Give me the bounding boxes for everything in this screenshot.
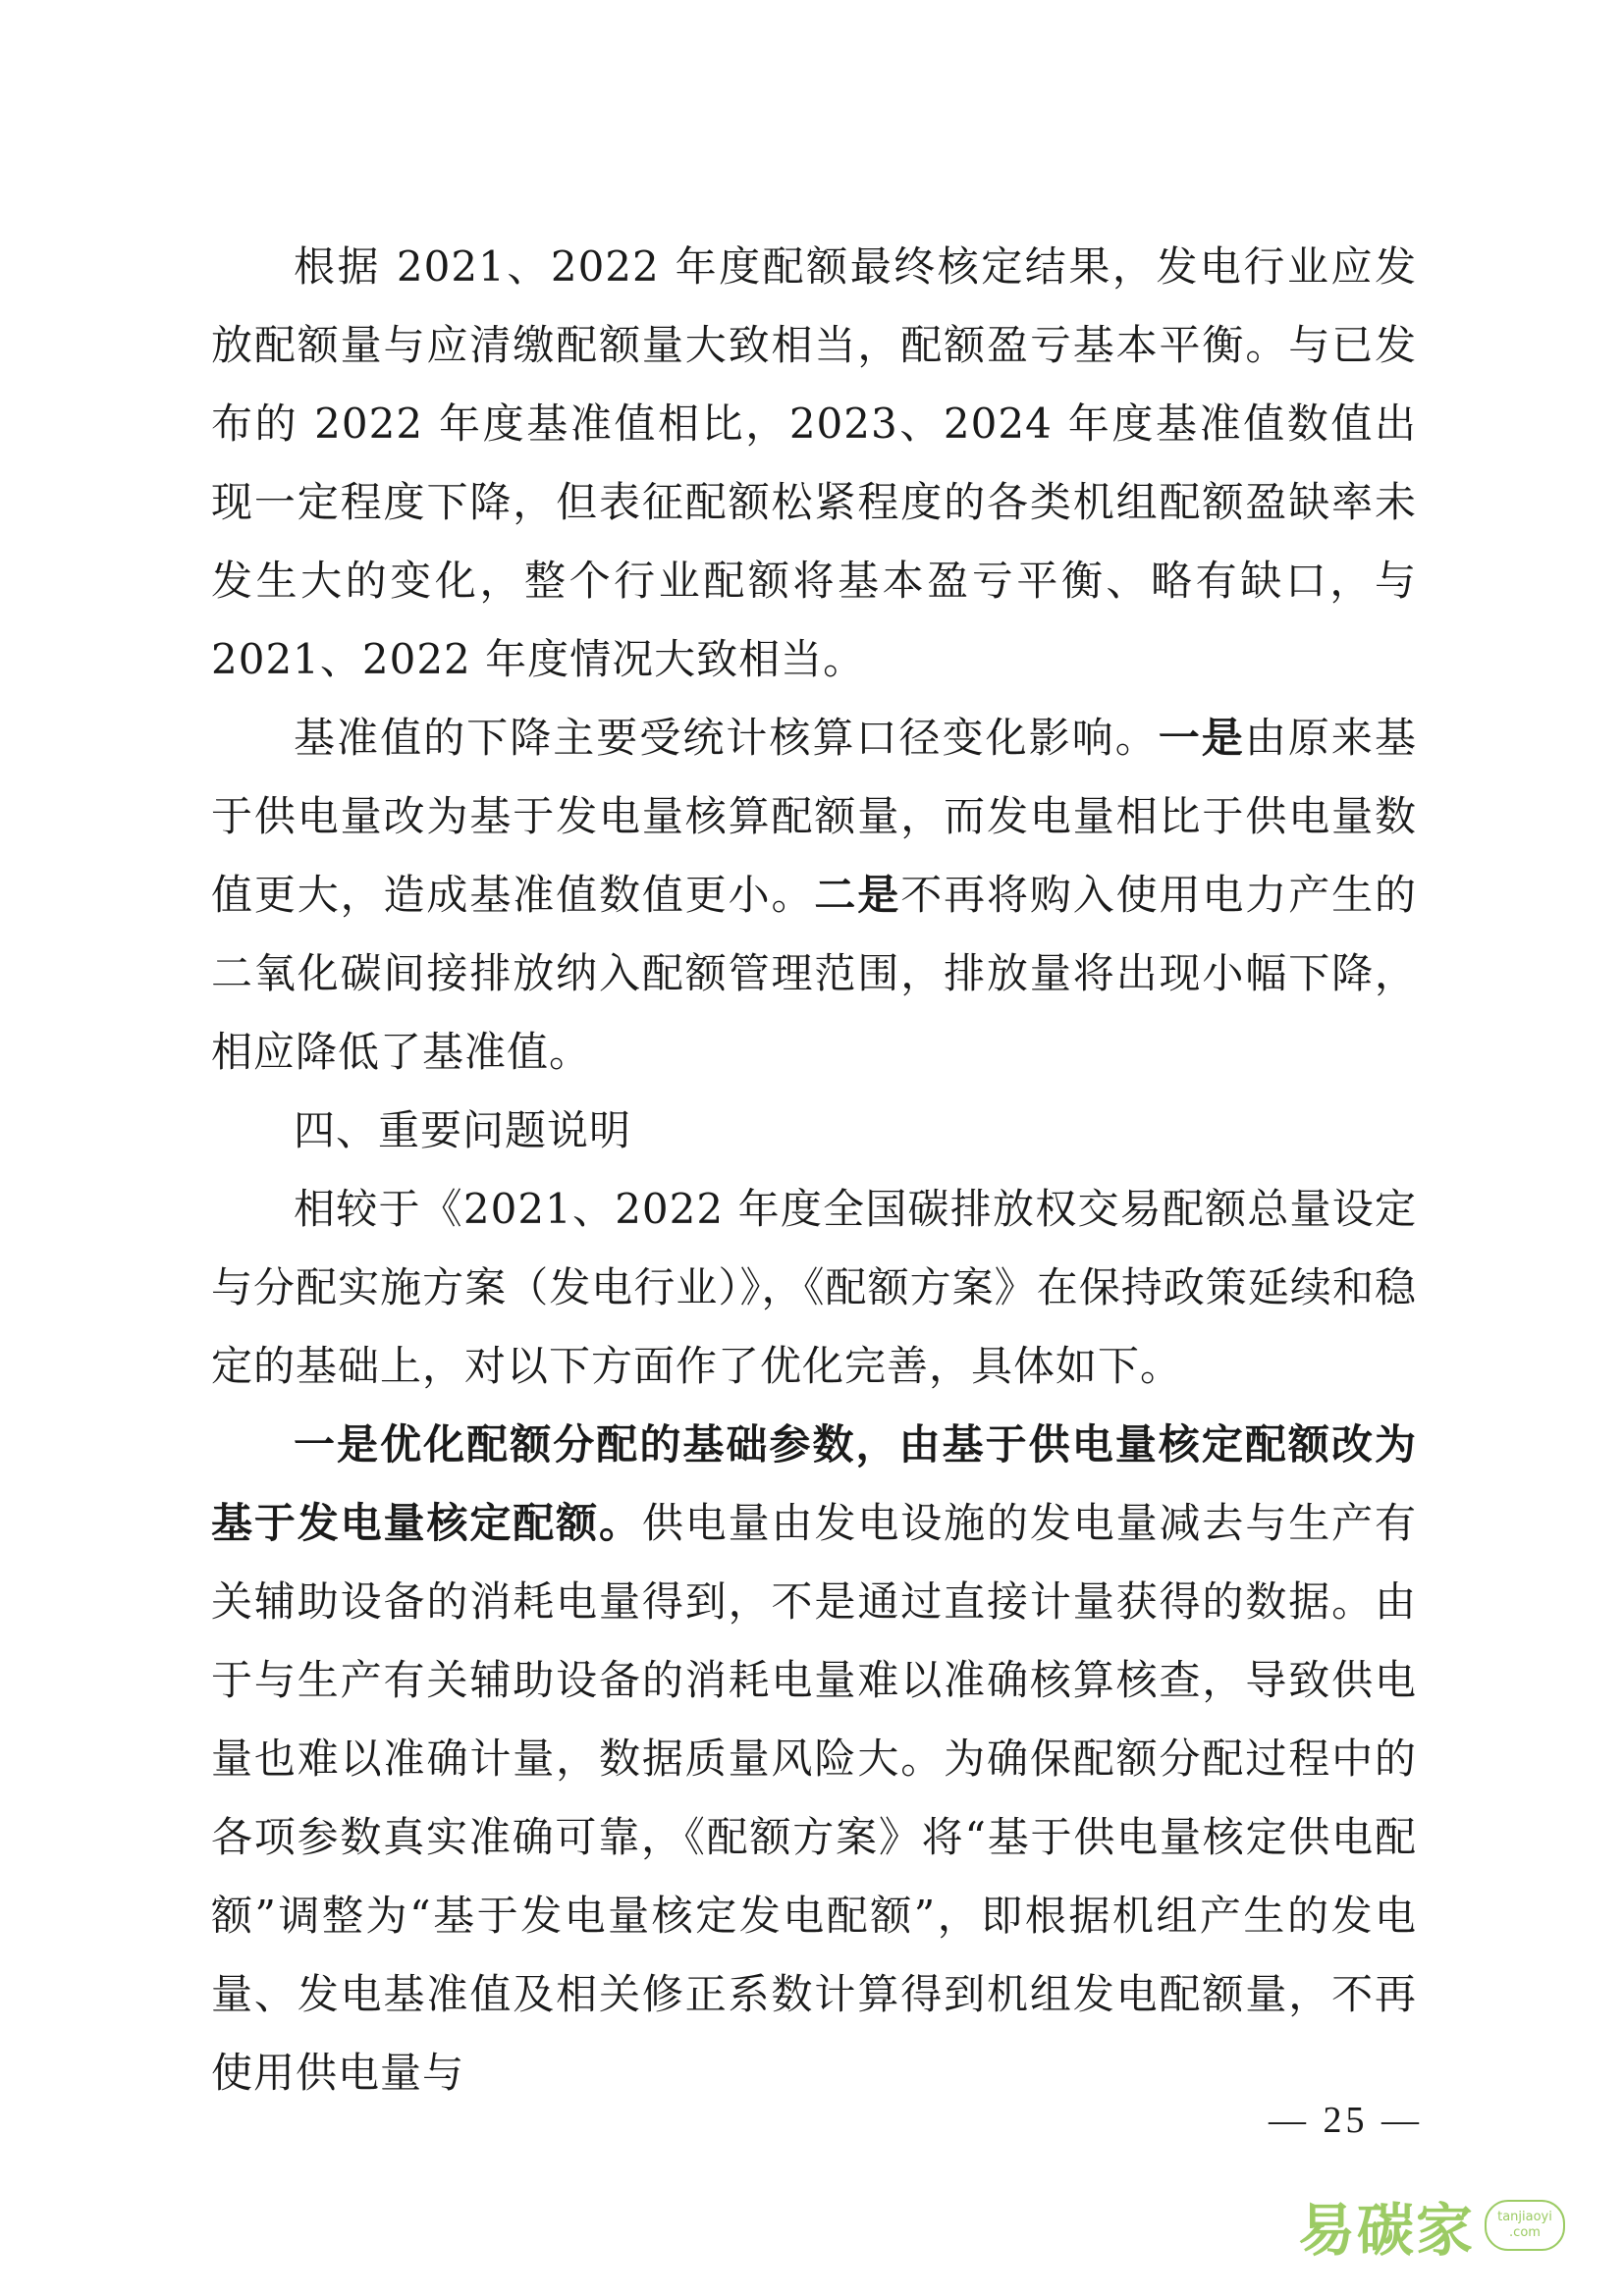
watermark-badge-line1: tanjiaoyi [1497, 2210, 1552, 2224]
watermark-logo [1298, 2184, 1565, 2267]
paragraph-comparison: 相较于《2021、2022 年度全国碳排放权交易配额总量设定与分配实施方案（发电行业）》，《配额方案》在保持政策延续和稳定的基础上，对以下方面作了优化完善，具体如下。 [211, 1185, 1417, 1390]
watermark-badge-line2: .com [1509, 2225, 1541, 2240]
paragraph-optimization-one [211, 1406, 1417, 2112]
page-number: — 25 — [1269, 2100, 1423, 2141]
point-one-text: 由原来基于供电量改为基于发电量核算配额量，而发电量相比于供电量数值更大，造成基准值数值更小。 [211, 714, 1417, 919]
point-one-label: 一是 [1158, 714, 1245, 762]
watermark-logo-text: 易碳家 [1297, 2197, 1475, 2264]
watermark-badge [1485, 2200, 1565, 2251]
section-heading-four: 四、重要问题说明 [294, 1106, 632, 1154]
paragraph-quota-results: 根据 2021、2022 年度配额最终核定结果，发电行业应发放配额量与应清缴配额量大致相当，配额盈亏基本平衡。与已发布的 2022 年度基准值相比，2023、2024 年度基准值数值出现一定程度下降，但表征配额松紧程度的各类机组配额盈缺率未发生大的变化，整个行业配额将基本盈亏平衡、略有缺口，与 2021、2022 年度情况大致相当。 [211, 242, 1417, 683]
point-two-text: 不再将购入使用电力产生的二氧化碳间接排放纳入配额管理范围，排放量将出现小幅下降，相应降低了基准值。 [211, 871, 1417, 1076]
paragraph-baseline-decline [211, 699, 1417, 1092]
point-two-label: 二是 [814, 871, 901, 919]
optimization-one-text: 供电量由发电设施的发电量减去与生产有关辅助设备的消耗电量得到，不是通过直接计量获得的数据。由于与生产有关辅助设备的消耗电量难以准确核算核查，导致供电量也难以准确计量，数据质量风险大。为确保配额分配过程中的各项参数真实准确可靠，《配额方案》将“基于供电量核定供电配额”调整为“基于发电量核定发电配额”，即根据机组产生的发电量、发电基准值及相关修正系数计算得到机组发电配额量，不再使用供电量与 [211, 1499, 1417, 2097]
baseline-intro-text: 基准值的下降主要受统计核算口径变化影响。 [294, 714, 1159, 762]
page-body [211, 228, 1417, 2112]
optimization-one-bold: 一是优化配额分配的基础参数，由基于供电量核定配额改为基于发电量核定配额。 [211, 1420, 1417, 1547]
